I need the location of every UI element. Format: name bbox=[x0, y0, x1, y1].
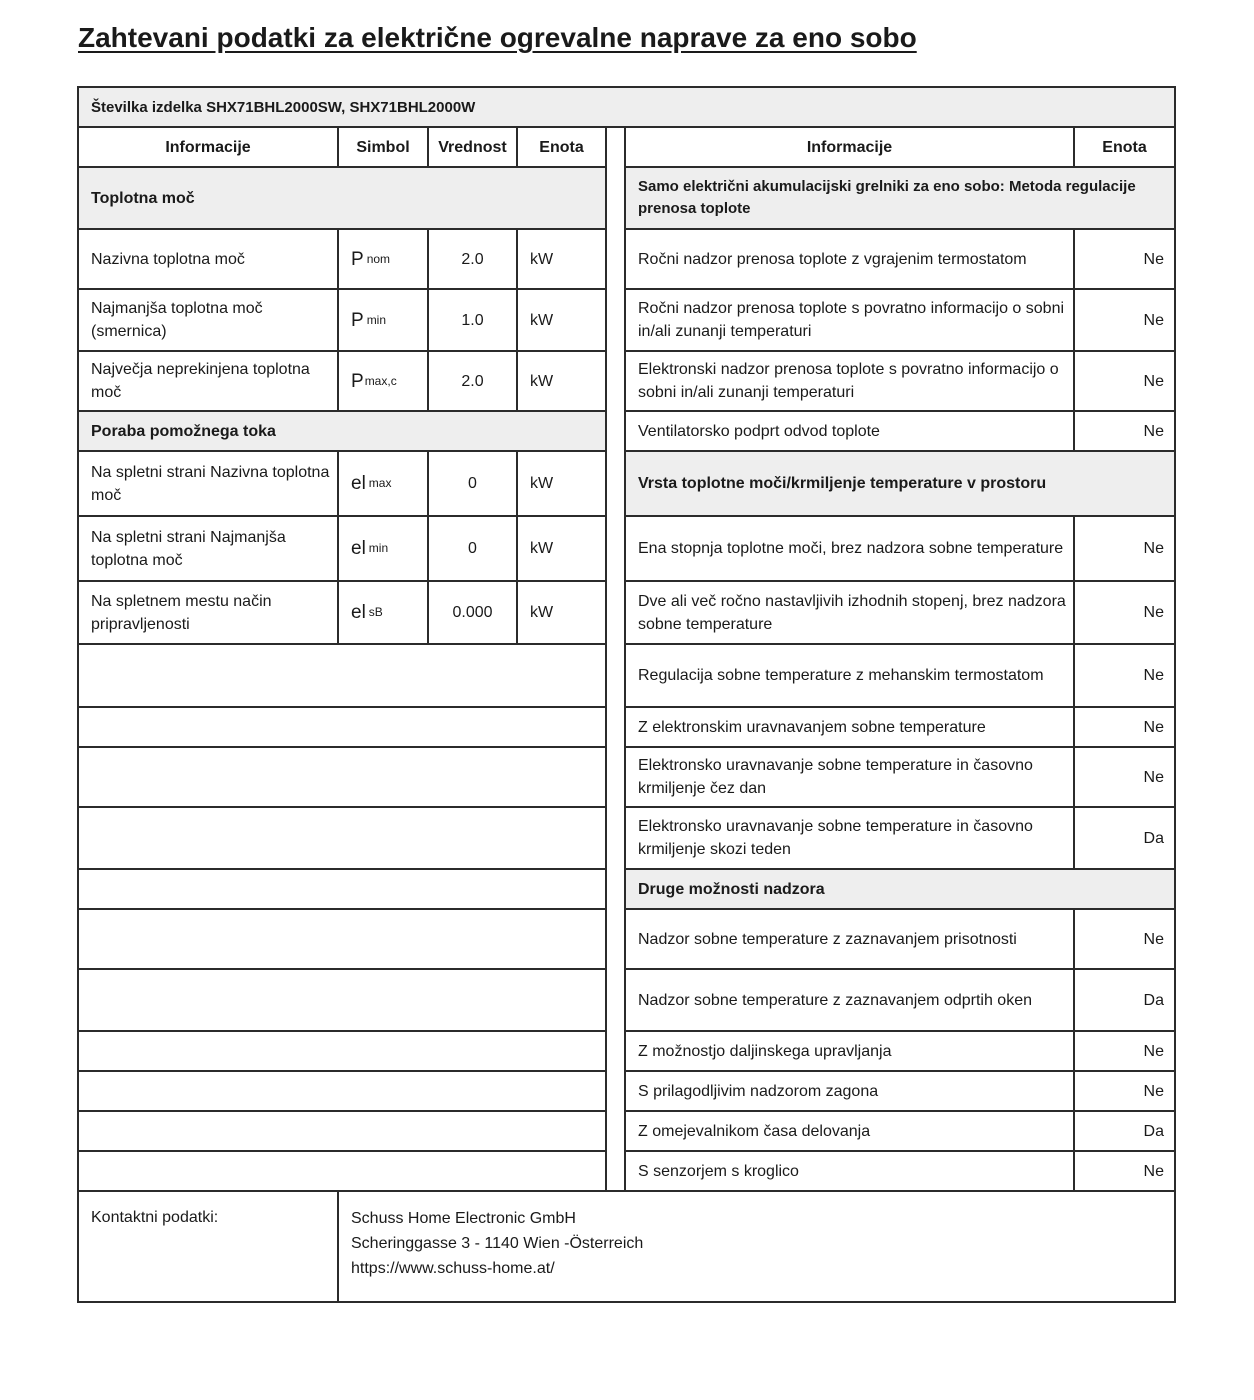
value-el-sb: 0.000 bbox=[427, 580, 518, 645]
right-row-label: Dve ali več ročno nastavljivih izhodnih stopenj, brez nadzora sobne temperature bbox=[624, 580, 1075, 645]
unit-el-max: kW bbox=[516, 450, 607, 517]
row-label-max-continuous-heat: Največja neprekinjena toplotna moč bbox=[77, 350, 339, 412]
right-header-info: Informacije bbox=[624, 126, 1075, 168]
unit-el-min: kW bbox=[516, 515, 607, 582]
symbol-p-min: P min bbox=[337, 288, 429, 352]
right-row-value: Ne bbox=[1073, 288, 1176, 352]
unit-p-max-c: kW bbox=[516, 350, 607, 412]
value-el-max: 0 bbox=[427, 450, 518, 517]
empty-row bbox=[77, 968, 607, 1032]
row-label-el-max: Na spletni strani Nazivna toplotna moč bbox=[77, 450, 339, 517]
value-p-nom: 2.0 bbox=[427, 228, 518, 290]
section-heading-heat-output: Toplotna moč bbox=[77, 166, 607, 230]
column-divider bbox=[605, 126, 626, 1192]
right-row-value: Ne bbox=[1073, 1030, 1176, 1072]
right-row-label: Z omejevalnikom časa delovanja bbox=[624, 1110, 1075, 1152]
empty-row bbox=[77, 1110, 607, 1152]
value-p-max-c: 2.0 bbox=[427, 350, 518, 412]
right-row-value: Ne bbox=[1073, 580, 1176, 645]
value-el-min: 0 bbox=[427, 515, 518, 582]
section-heading-other-control: Druge možnosti nadzora bbox=[624, 868, 1176, 910]
contact-url[interactable]: https://www.schuss-home.at/ bbox=[351, 1260, 555, 1277]
empty-row bbox=[77, 643, 607, 708]
right-row-label: Elektronsko uravnavanje sobne temperature in časovno krmiljenje skozi teden bbox=[624, 806, 1075, 870]
right-row-value: Da bbox=[1073, 806, 1176, 870]
right-row-value: Ne bbox=[1073, 908, 1176, 970]
left-header-info: Informacije bbox=[77, 126, 339, 168]
right-row-label: Nadzor sobne temperature z zaznavanjem prisotnosti bbox=[624, 908, 1075, 970]
right-row-label: Elektronski nadzor prenosa toplote s povratno informacijo o sobni in/ali zunanji temperaturi bbox=[624, 350, 1075, 412]
right-row-value: Ne bbox=[1073, 350, 1176, 412]
unit-el-sb: kW bbox=[516, 580, 607, 645]
left-header-symbol: Simbol bbox=[337, 126, 429, 168]
right-row-label: Z možnostjo daljinskega upravljanja bbox=[624, 1030, 1075, 1072]
contact-address: Scheringgasse 3 - 1140 Wien -Österreich bbox=[351, 1235, 644, 1252]
right-row-label: Ročni nadzor prenosa toplote s povratno informacijo o sobni in/ali zunanji temperaturi bbox=[624, 288, 1075, 352]
page-title: Zahtevani podatki za električne ogrevalne naprave za eno sobo bbox=[78, 22, 917, 53]
left-header-value: Vrednost bbox=[427, 126, 518, 168]
empty-row bbox=[77, 868, 607, 910]
right-row-value: Ne bbox=[1073, 746, 1176, 808]
right-row-label: Z elektronskim uravnavanjem sobne temperature bbox=[624, 706, 1075, 748]
row-label-el-sb: Na spletnem mestu način pripravljenosti bbox=[77, 580, 339, 645]
contact-label: Kontaktni podatki: bbox=[77, 1190, 339, 1303]
right-row-label: Ročni nadzor prenosa toplote z vgrajenim termostatom bbox=[624, 228, 1075, 290]
section-heading-heat-output-type: Vrsta toplotne moči/krmiljenje temperature v prostoru bbox=[624, 450, 1176, 517]
empty-row bbox=[77, 746, 607, 808]
row-label-el-min: Na spletni strani Najmanjša toplotna moč bbox=[77, 515, 339, 582]
empty-row bbox=[77, 908, 607, 970]
right-row-label: S senzorjem s kroglico bbox=[624, 1150, 1075, 1192]
symbol-el-max: el max bbox=[337, 450, 429, 517]
right-row-value: Ne bbox=[1073, 410, 1176, 452]
right-row-value: Ne bbox=[1073, 228, 1176, 290]
empty-row bbox=[77, 706, 607, 748]
right-row-value: Ne bbox=[1073, 706, 1176, 748]
right-row-label: Ena stopnja toplotne moči, brez nadzora sobne temperature bbox=[624, 515, 1075, 582]
right-row-label: Ventilatorsko podprt odvod toplote bbox=[624, 410, 1075, 452]
left-header-unit: Enota bbox=[516, 126, 607, 168]
right-row-label: Nadzor sobne temperature z zaznavanjem odprtih oken bbox=[624, 968, 1075, 1032]
contact-company: Schuss Home Electronic GmbH bbox=[351, 1210, 576, 1227]
section-heading-storage-heaters: Samo električni akumulacijski grelniki za eno sobo: Metoda regulacije prenosa toplote bbox=[624, 166, 1176, 230]
empty-row bbox=[77, 1030, 607, 1072]
value-p-min: 1.0 bbox=[427, 288, 518, 352]
unit-p-nom: kW bbox=[516, 228, 607, 290]
right-row-value: Da bbox=[1073, 968, 1176, 1032]
symbol-p-max-c: P max,c bbox=[337, 350, 429, 412]
empty-row bbox=[77, 1150, 607, 1192]
right-header-unit: Enota bbox=[1073, 126, 1176, 168]
right-row-value: Da bbox=[1073, 1110, 1176, 1152]
empty-row bbox=[77, 806, 607, 870]
right-row-label: Regulacija sobne temperature z mehanskim termostatom bbox=[624, 643, 1075, 708]
contact-details bbox=[337, 1190, 1176, 1303]
right-row-value: Ne bbox=[1073, 515, 1176, 582]
symbol-el-sb: el sB bbox=[337, 580, 429, 645]
product-number-row: Številka izdelka SHX71BHL2000SW, SHX71BHL2000W bbox=[77, 86, 1176, 128]
right-row-label: Elektronsko uravnavanje sobne temperature in časovno krmiljenje čez dan bbox=[624, 746, 1075, 808]
right-row-label: S prilagodljivim nadzorom zagona bbox=[624, 1070, 1075, 1112]
row-label-min-heat: Najmanjša toplotna moč (smernica) bbox=[77, 288, 339, 352]
right-row-value: Ne bbox=[1073, 1070, 1176, 1112]
unit-p-min: kW bbox=[516, 288, 607, 352]
section-heading-auxiliary-power: Poraba pomožnega toka bbox=[77, 410, 607, 452]
row-label-nominal-heat: Nazivna toplotna moč bbox=[77, 228, 339, 290]
symbol-el-min: el min bbox=[337, 515, 429, 582]
symbol-p-nom: P nom bbox=[337, 228, 429, 290]
right-row-value: Ne bbox=[1073, 1150, 1176, 1192]
right-row-value: Ne bbox=[1073, 643, 1176, 708]
empty-row bbox=[77, 1070, 607, 1112]
